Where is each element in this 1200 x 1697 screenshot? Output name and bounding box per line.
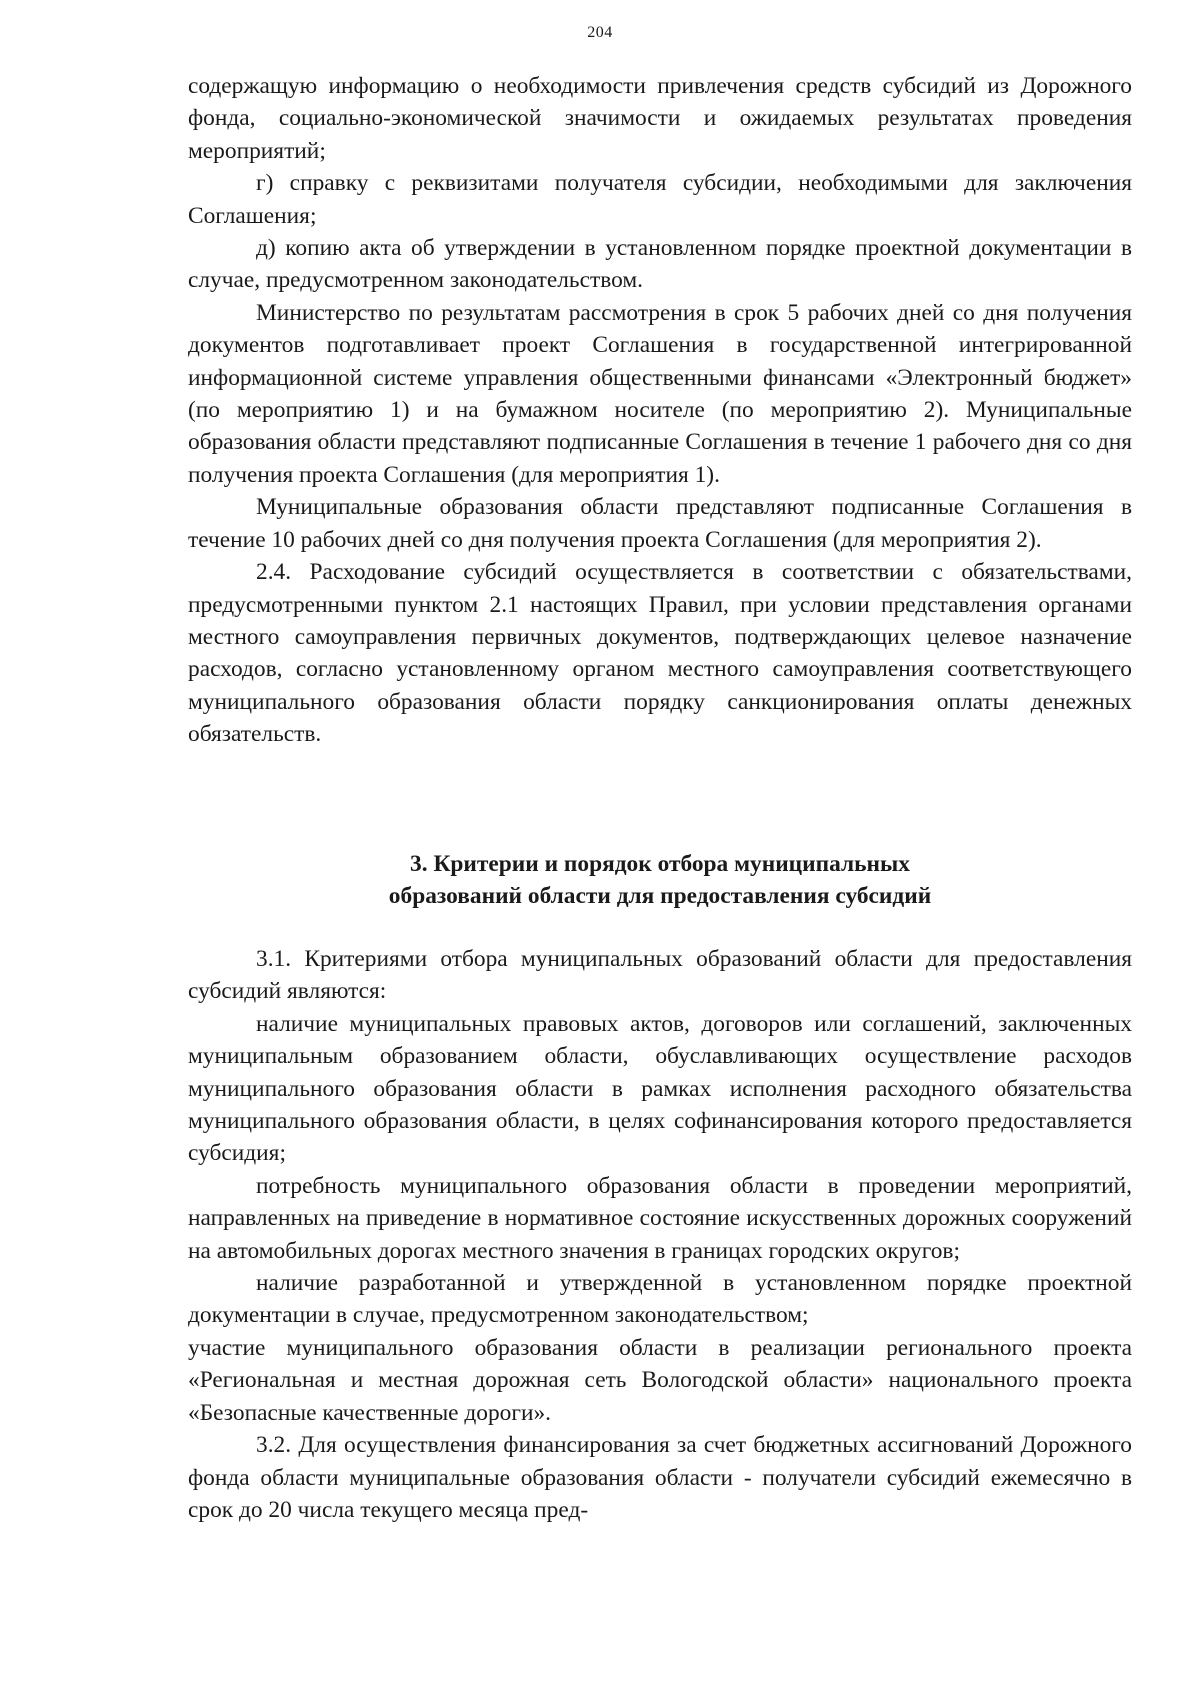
paragraph-item-g: г) справку с реквизитами получателя субсидии, необходимыми для заключения Соглашения; xyxy=(188,170,1132,229)
top-text-block xyxy=(188,70,1132,751)
paragraph-criterion-need: потребность муниципального образования области в проведении мероприятий, направленных на приведение в нормативное состояние искусственных дорожных сооружений на автомобильных дорогах местного значения в границах городских округов; xyxy=(188,1172,1132,1264)
bottom-text-block xyxy=(188,943,1132,1526)
paragraph-continuation: содержащую информацию о необходимости привлечения средств субсидий из Дорожного фонда, социально-экономической значимости и ожидаемых результатах проведения мероприятий; xyxy=(188,73,1132,164)
section-heading-line-2: образований области для предоставления субсидий xyxy=(388,883,932,909)
paragraph-3-2: 3.2. Для осуществления финансирования за счет бюджетных ассигнований Дорожного фонда области муниципальные образования области - получатели субсидий ежемесячно в срок до 20 числа текущего месяца пред- xyxy=(188,1432,1132,1523)
paragraph-3-1: 3.1. Критериями отбора муниципальных образований области для предоставления субсидий являются: xyxy=(188,946,1132,1005)
page-number: 204 xyxy=(587,24,613,41)
paragraph-ministry-review: Министерство по результатам рассмотрения в срок 5 рабочих дней со дня получения документов подготавливает проект Соглашения в государственной интегрированной информационной системе управления общественными финансами «Электронный бюджет» (по мероприятию 1) и на бумажном носителе (по мероприятию 2). Муниципальные образования области представляют подписанные Соглашения в течение 1 рабочего дня со дня получения проекта Соглашения (для мероприятия 1). xyxy=(188,299,1132,488)
paragraph-agreements-submission: Муниципальные образования области представляют подписанные Соглашения в течение 10 рабочих дней со дня получения проекта Соглашения (для мероприятия 2). xyxy=(188,494,1132,553)
section-heading-line-1: 3. Критерии и порядок отбора муниципальных xyxy=(410,851,910,877)
paragraph-2-4: 2.4. Расходование субсидий осуществляется в соответствии с обязательствами, предусмотренными пунктом 2.1 настоящих Правил, при условии представления органами местного самоуправления первичных документов, подтверждающих целевое назначение расходов, согласно установленному органом местного самоуправления соответствующего муниципального образования области порядку санкционирования оплаты денежных обязательств. xyxy=(188,559,1132,748)
paragraph-criterion-documentation: наличие разработанной и утвержденной в установленном порядке проектной документации в случае, предусмотренном законодательством; xyxy=(188,1270,1132,1329)
section-heading xyxy=(188,848,1132,912)
paragraph-criterion-legal-acts: наличие муниципальных правовых актов, договоров или соглашений, заключенных муниципальным образованием области, обуславливающих осуществление расходов муниципального образования области в рамках исполнения расходного обязательства муниципального образования области, в целях софинансирования которого предоставляется субсидия; xyxy=(188,1010,1132,1167)
paragraph-criterion-regional-project: участие муниципального образования области в реализации регионального проекта «Региональная и местная дорожная сеть Вологодской области» национального проекта «Безопасные качественные дороги». xyxy=(188,1334,1132,1426)
paragraph-item-d: д) копию акта об утверждении в установленном порядке проектной документации в случае, предусмотренном законодательством. xyxy=(188,235,1132,294)
